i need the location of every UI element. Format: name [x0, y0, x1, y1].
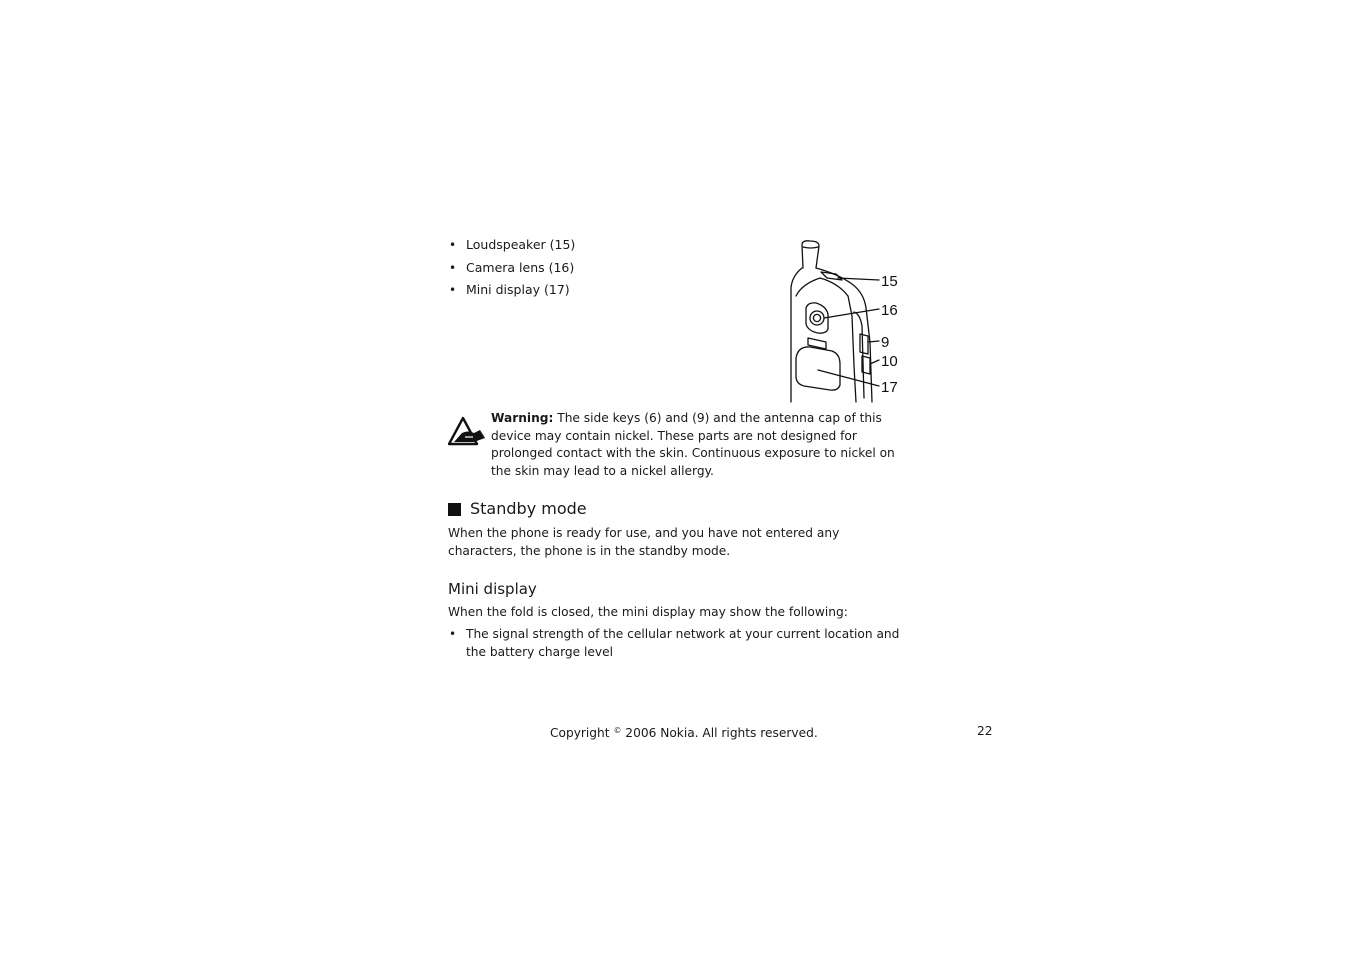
copyright-symbol: © — [613, 726, 622, 735]
callout-label: 9 — [881, 334, 890, 351]
page-number: 22 — [977, 724, 993, 738]
subsection-heading: Mini display — [448, 580, 537, 598]
copyright-footer — [550, 722, 818, 742]
copyright-suffix: 2006 Nokia. All rights reserved. — [621, 726, 818, 740]
warning-text — [491, 410, 906, 481]
bullet-icon: • — [449, 627, 457, 641]
component-list — [448, 236, 768, 304]
section-heading-text: Standby mode — [470, 499, 587, 518]
warning-triangle-icon — [448, 416, 486, 446]
callout-label: 15 — [881, 273, 898, 290]
bullet-icon: • — [449, 283, 457, 297]
warning-body: The side keys (6) and (9) and the antenna cap of this device may contain nickel. These parts are not designed for prolonged contact with the skin. Continuous exposure to nickel on the skin may lead to a nickel allergy. — [491, 411, 895, 479]
list-item-text: Loudspeaker (15) — [466, 237, 576, 252]
list-item — [448, 625, 908, 661]
warning-label: Warning: — [491, 411, 554, 425]
callout-label: 10 — [881, 353, 898, 370]
list-item-text: Camera lens (16) — [466, 259, 575, 275]
bullet-icon: • — [449, 260, 457, 275]
list-item-text: The signal strength of the cellular network at your current location and the battery charge level — [466, 627, 900, 659]
list-item — [448, 281, 768, 299]
mini-display-list — [448, 625, 908, 661]
phone-illustration — [780, 236, 904, 406]
copyright-prefix: Copyright — [550, 726, 614, 740]
list-item-text: Mini display (17) — [466, 282, 570, 297]
mini-display-intro: When the fold is closed, the mini display may show the following: — [448, 605, 848, 619]
list-item — [448, 259, 768, 277]
bullet-icon: • — [449, 238, 457, 252]
callout-label: 16 — [881, 302, 898, 319]
heading-square-icon — [448, 503, 461, 516]
standby-paragraph: When the phone is ready for use, and you have not entered any characters, the phone is in the standby mode. — [448, 526, 840, 558]
callout-label: 17 — [881, 379, 898, 396]
section-heading — [448, 498, 587, 520]
list-item — [448, 236, 768, 254]
